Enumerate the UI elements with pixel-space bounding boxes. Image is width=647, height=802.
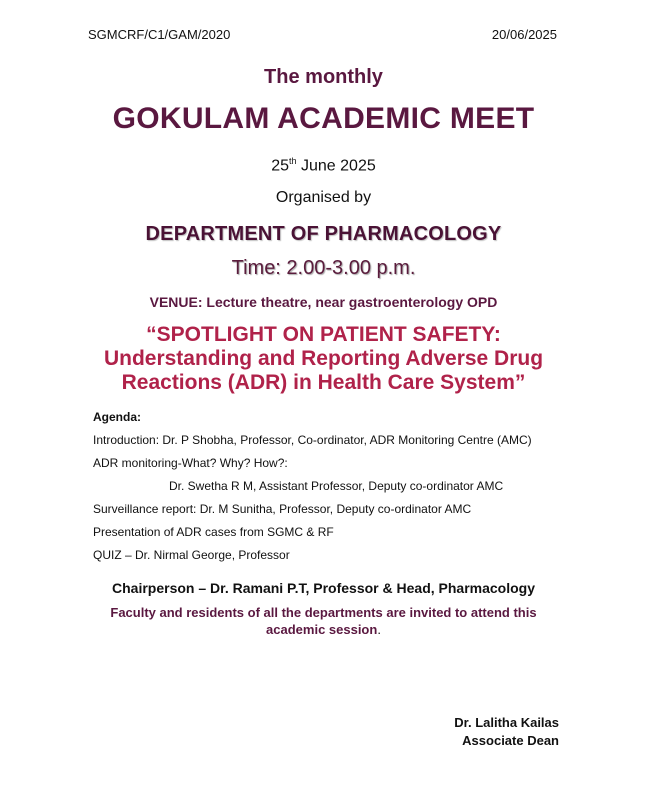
agenda-item: Dr. Swetha R M, Assistant Professor, Deputy co-ordinator AMC (169, 479, 504, 493)
organised-by-label: Organised by (275, 189, 372, 206)
department-name: DEPARTMENT OF PHARMACOLOGY (145, 223, 502, 245)
agenda-item: Surveillance report: Dr. M Sunitha, Professor, Deputy co-ordinator AMC (93, 502, 472, 516)
event-time: Time: 2.00-3.00 p.m. (231, 257, 416, 279)
agenda-section (93, 410, 532, 570)
event-subtitle: The monthly (264, 66, 383, 88)
event-date-day: 25 (271, 157, 290, 175)
invitation-line: Faculty and residents of all the departments are invited to attend this (110, 605, 537, 620)
event-date-rest: June 2025 (296, 157, 376, 175)
invitation-line-text: academic session (266, 622, 378, 637)
agenda-item: Introduction: Dr. P Shobha, Professor, Co-ordinator, ADR Monitoring Centre (AMC) (93, 433, 532, 447)
event-topic (0, 323, 647, 395)
event-venue: VENUE: Lecture theatre, near gastroenterology OPD (149, 294, 498, 310)
topic-line: Understanding and Reporting Adverse Drug (103, 347, 544, 370)
invitation-text (0, 604, 647, 638)
agenda-heading: Agenda: (93, 410, 141, 424)
event-date-suffix: th (289, 156, 297, 166)
topic-line: “SPOTLIGHT ON PATIENT SAFETY: (146, 323, 501, 346)
chairperson-line: Chairperson – Dr. Ramani P.T, Professor & Head, Pharmacology (112, 580, 535, 596)
agenda-item: QUIZ – Dr. Nirmal George, Professor (93, 548, 290, 562)
signatory-name: Dr. Lalitha Kailas (454, 715, 559, 730)
signature-block (454, 714, 559, 750)
invitation-period: . (377, 622, 381, 637)
agenda-item: ADR monitoring-What? Why? How?: (93, 456, 288, 470)
topic-line: Reactions (ADR) in Health Care System” (121, 371, 526, 394)
event-title: GOKULAM ACADEMIC MEET (112, 102, 535, 135)
issue-date: 20/06/2025 (491, 27, 557, 42)
agenda-item: Presentation of ADR cases from SGMC & RF (93, 525, 334, 539)
signatory-designation: Associate Dean (462, 733, 559, 748)
event-date (0, 156, 647, 175)
invitation-line (0, 621, 647, 638)
reference-number: SGMCRF/C1/GAM/2020 (88, 27, 231, 42)
